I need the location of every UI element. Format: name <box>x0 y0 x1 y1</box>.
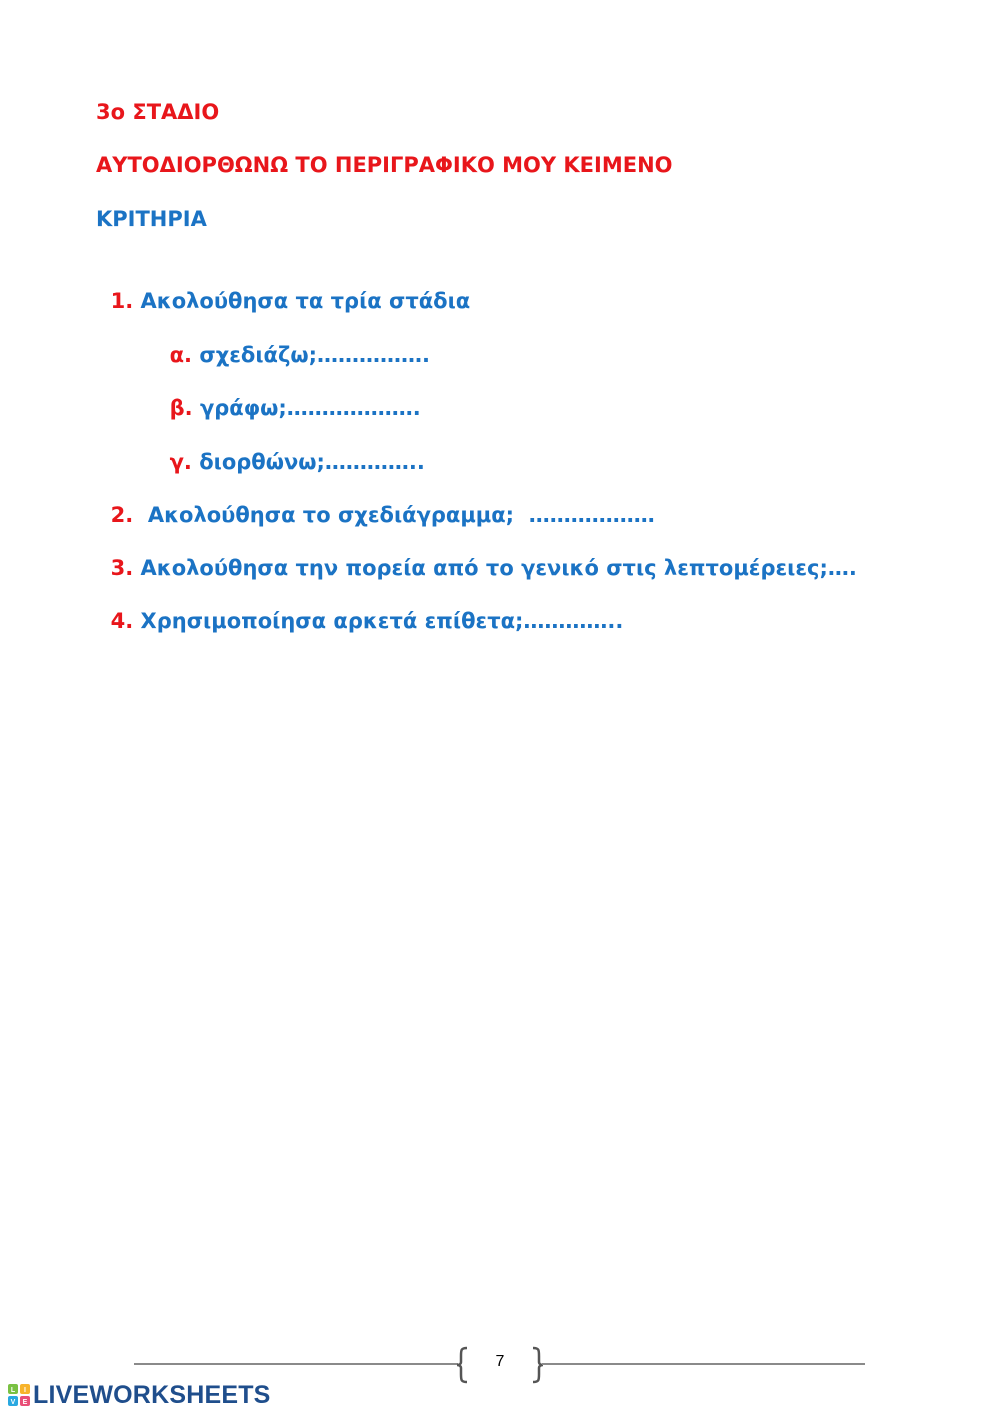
brand-text: LIVEWORKSHEETS <box>33 1380 271 1409</box>
heading: ΑΥΤΟΔΙΟΡΘΩΝΩ ΤΟ ΠΕΡΙΓΡΑΦΙΚΟ ΜΟΥ ΚΕΙΜΕΝΟ <box>96 153 673 177</box>
svg-text:V: V <box>10 1399 16 1406</box>
svg-text:L: L <box>10 1387 16 1394</box>
criterion-number: 4. <box>110 609 134 633</box>
criterion-text: Χρησιμοποίησα αρκετά επίθετα;………….. <box>133 609 624 633</box>
criterion-number: 3. <box>110 556 134 580</box>
footer-rule-left <box>134 1363 458 1365</box>
subitem-a <box>155 313 430 369</box>
page-number: 7 <box>495 1353 505 1370</box>
left-bracket-icon <box>455 1346 469 1384</box>
subitem-c <box>155 420 425 476</box>
svg-text:E: E <box>22 1399 28 1406</box>
criterion-1 <box>96 259 470 315</box>
subitem-letter: β. <box>169 396 193 420</box>
criterion-4 <box>96 579 623 635</box>
criterion-number: 1. <box>110 289 134 313</box>
subitem-text: γράφω;………………. <box>192 396 421 420</box>
stage-title: 3ο ΣΤΑΔΙΟ <box>96 100 220 124</box>
criterion-text: Ακολούθησα το σχεδιάγραμμα; ……………… <box>133 503 655 527</box>
liveworksheets-brand[interactable] <box>8 1380 271 1410</box>
subitem-text: σχεδιάζω;……………. <box>192 343 431 367</box>
subitem-text: διορθώνω;………….. <box>191 450 425 474</box>
subitem-letter: α. <box>169 343 193 367</box>
criterion-text: Ακολούθησα την πορεία από το γενικό στις λεπτομέρειες;…. <box>133 556 857 580</box>
subitem-b <box>155 366 421 422</box>
criterion-2 <box>96 473 655 529</box>
criterion-3 <box>96 526 857 582</box>
liveworksheets-logo-icon <box>8 1384 30 1406</box>
criterion-text: Ακολούθησα τα τρία στάδια <box>133 289 471 313</box>
criterion-number: 2. <box>110 503 134 527</box>
svg-text:I: I <box>24 1387 26 1394</box>
criteria-title: ΚΡΙΤΗΡΙΑ <box>96 207 207 231</box>
right-bracket-icon <box>531 1346 545 1384</box>
subitem-letter: γ. <box>169 450 192 474</box>
footer-rule-right <box>542 1363 865 1365</box>
